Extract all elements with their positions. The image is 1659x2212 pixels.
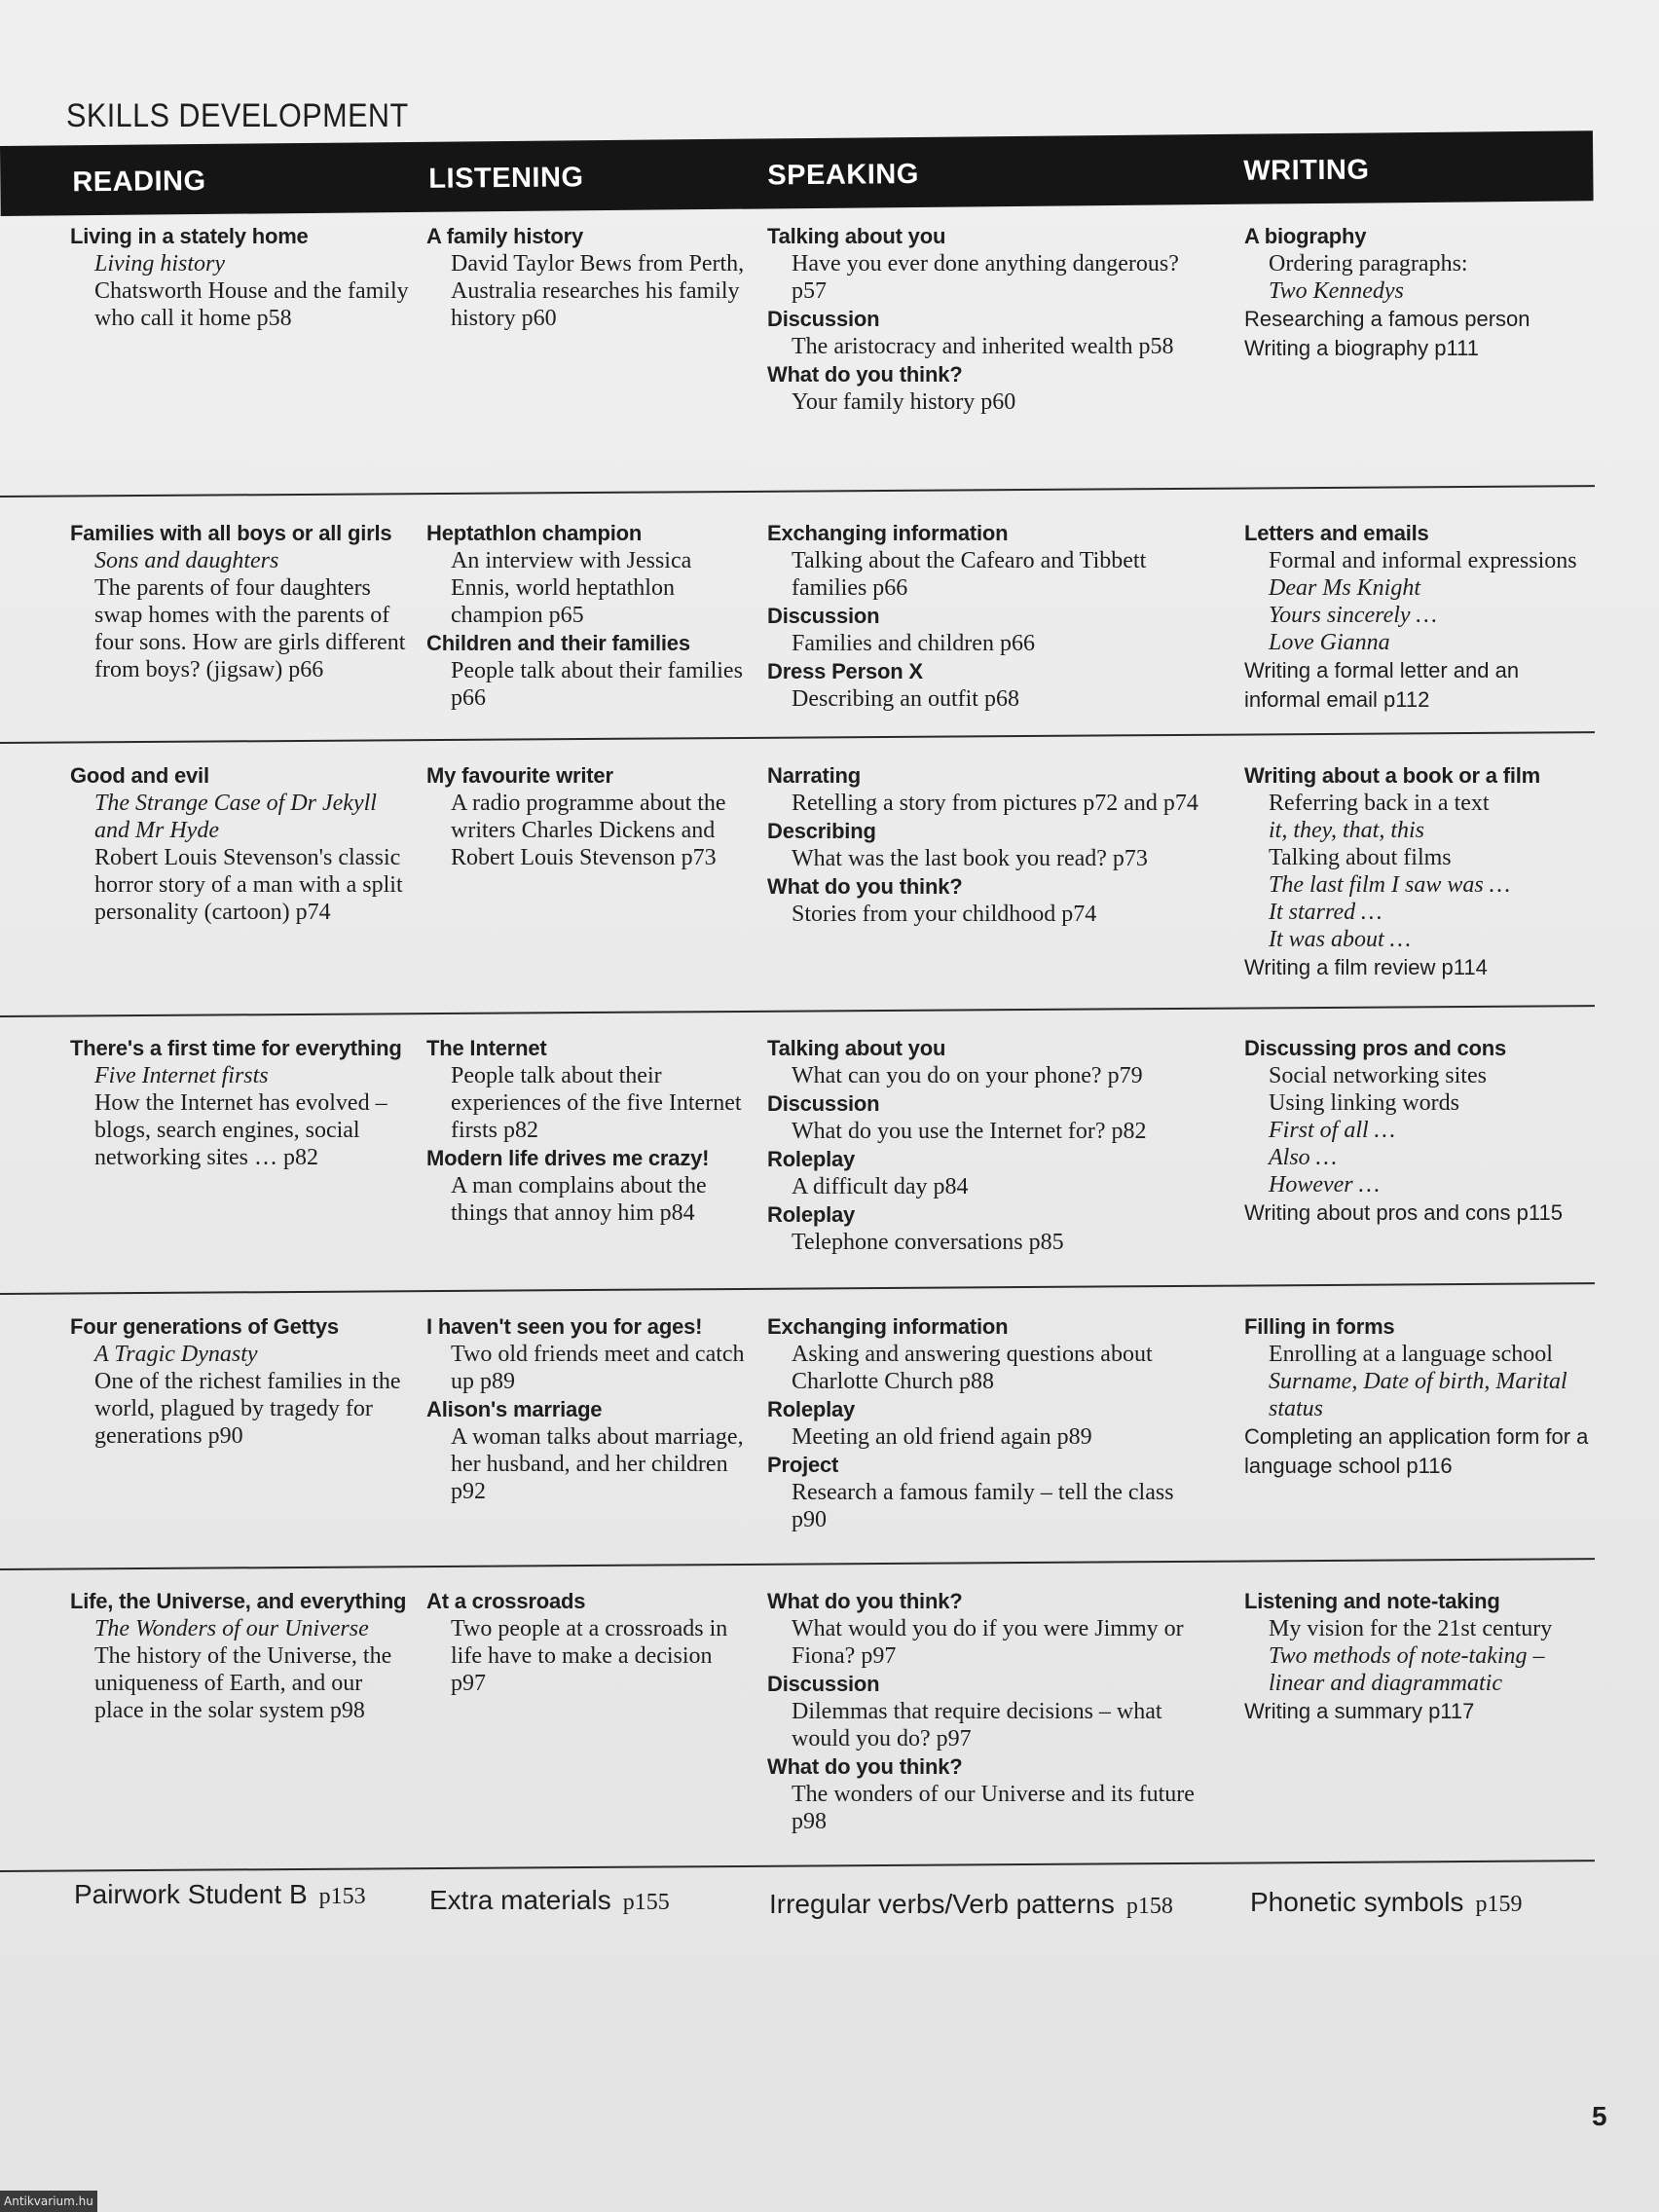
speaking-description: What can you do on your phone? p79 xyxy=(792,1063,1143,1088)
writing-description: Referring back in a text xyxy=(1269,791,1490,816)
speaking-section-heading: Discussion xyxy=(767,1091,880,1116)
page-number: 5 xyxy=(1592,2101,1607,2131)
speaking-description: Telephone conversations p85 xyxy=(792,1230,1064,1255)
writing-italic-title: Two Kennedys xyxy=(1269,278,1404,304)
writing-cell xyxy=(1244,761,1595,982)
writing-writing-task: Writing a biography p111 xyxy=(1244,336,1479,360)
page-title: SKILLS DEVELOPMENT xyxy=(66,97,409,134)
writing-writing-task: Completing an application form for a language school p116 xyxy=(1244,1424,1589,1478)
speaking-description: A difficult day p84 xyxy=(792,1174,969,1199)
speaking-section-heading: What do you think? xyxy=(767,1754,963,1779)
writing-section-heading: Listening and note-taking xyxy=(1244,1589,1500,1613)
writing-description: Using linking words xyxy=(1269,1090,1460,1116)
writing-description: My vision for the 21st century xyxy=(1269,1616,1553,1641)
writing-cell xyxy=(1244,222,1595,363)
speaking-description: Stories from your childhood p74 xyxy=(792,902,1097,927)
writing-section-heading: Letters and emails xyxy=(1244,521,1429,545)
speaking-cell xyxy=(767,1312,1209,1533)
reading-italic-title: The Strange Case of Dr Jekyll and Mr Hyde xyxy=(94,791,377,843)
writing-italic-title: However … xyxy=(1269,1172,1380,1198)
writing-description: Formal and informal expressions xyxy=(1269,548,1577,573)
speaking-section-heading: Exchanging information xyxy=(767,521,1009,545)
speaking-description: Dilemmas that require decisions – what would you do? p97 xyxy=(792,1699,1162,1751)
writing-italic-title: It was about … xyxy=(1269,927,1412,952)
reading-description: Chatsworth House and the family who call it home p58 xyxy=(94,278,409,331)
row-divider xyxy=(0,1005,1595,1017)
footer-pairwork-page: p153 xyxy=(318,1884,366,1909)
speaking-section-heading: Roleplay xyxy=(767,1202,856,1227)
reading-italic-title: A Tragic Dynasty xyxy=(94,1342,258,1367)
watermark: Antikvarium.hu xyxy=(0,2191,97,2212)
writing-cell xyxy=(1244,1034,1595,1228)
footer-irregular-verbs-label: Irregular verbs/Verb patterns xyxy=(769,1889,1115,1919)
speaking-description: Your family history p60 xyxy=(792,389,1016,415)
reading-section-heading: Families with all boys or all girls xyxy=(70,521,392,545)
footer-pairwork-label: Pairwork Student B xyxy=(74,1879,308,1909)
speaking-section-heading: Talking about you xyxy=(767,224,946,248)
speaking-section-heading: Discussion xyxy=(767,604,880,628)
speaking-section-heading: Dress Person X xyxy=(767,659,923,683)
speaking-description: Asking and answering questions about Charlotte Church p88 xyxy=(792,1342,1153,1394)
writing-italic-title: Love Gianna xyxy=(1269,630,1390,655)
writing-italic-title: Also … xyxy=(1269,1145,1338,1170)
listening-cell xyxy=(426,222,752,332)
row-divider xyxy=(0,1558,1595,1570)
footer-extra-materials xyxy=(429,1885,670,1916)
reading-cell xyxy=(70,1034,413,1171)
writing-writing-task: Writing a formal letter and an informal email p112 xyxy=(1244,658,1520,712)
writing-description: Social networking sites xyxy=(1269,1063,1487,1088)
reading-cell xyxy=(70,1587,413,1724)
speaking-cell xyxy=(767,1587,1209,1835)
listening-description: People talk about their families p66 xyxy=(451,658,743,711)
speaking-section-heading: Talking about you xyxy=(767,1036,946,1060)
speaking-description: The aristocracy and inherited wealth p58 xyxy=(792,334,1174,359)
reading-italic-title: The Wonders of our Universe xyxy=(94,1616,369,1641)
listening-section-heading: The Internet xyxy=(426,1036,547,1060)
listening-section-heading: Modern life drives me crazy! xyxy=(426,1146,710,1170)
speaking-section-heading: Describing xyxy=(767,819,876,843)
speaking-section-heading: Exchanging information xyxy=(767,1314,1009,1339)
column-heading-speaking: SPEAKING xyxy=(767,158,919,192)
listening-cell xyxy=(426,519,752,712)
listening-section-heading: Alison's marriage xyxy=(426,1397,603,1421)
writing-writing-task: Researching a famous person xyxy=(1244,307,1530,331)
speaking-section-heading: Discussion xyxy=(767,1672,880,1696)
listening-section-heading: My favourite writer xyxy=(426,763,613,788)
reading-cell xyxy=(70,222,413,332)
reading-description: Robert Louis Stevenson's classic horror story of a man with a split personality (cartoon) p74 xyxy=(94,845,403,925)
listening-cell xyxy=(426,1587,752,1697)
listening-description: A man complains about the things that annoy him p84 xyxy=(451,1173,707,1226)
writing-cell xyxy=(1244,1312,1595,1481)
listening-section-heading: Heptathlon champion xyxy=(426,521,643,545)
column-heading-writing: WRITING xyxy=(1243,154,1370,187)
footer-extra-materials-page: p155 xyxy=(622,1890,670,1915)
footer-irregular-verbs xyxy=(769,1889,1173,1920)
writing-italic-title: it, they, that, this xyxy=(1269,818,1424,843)
writing-section-heading: A biography xyxy=(1244,224,1367,248)
footer-irregular-verbs-page: p158 xyxy=(1125,1894,1173,1919)
speaking-description: Meeting an old friend again p89 xyxy=(792,1424,1092,1450)
reading-section-heading: There's a first time for everything xyxy=(70,1036,402,1060)
column-heading-reading: READING xyxy=(72,165,206,199)
reading-italic-title: Living history xyxy=(94,251,226,276)
listening-cell xyxy=(426,1034,752,1227)
listening-description: David Taylor Bews from Perth, Australia researches his family history p60 xyxy=(451,251,745,331)
listening-description: People talk about their experiences of the five Internet firsts p82 xyxy=(451,1063,742,1143)
writing-italic-title: The last film I saw was … xyxy=(1269,872,1511,898)
writing-section-heading: Writing about a book or a film xyxy=(1244,763,1541,788)
reading-italic-title: Five Internet firsts xyxy=(94,1063,269,1088)
reading-description: How the Internet has evolved – blogs, search engines, social networking sites … p82 xyxy=(94,1090,387,1170)
speaking-section-heading: What do you think? xyxy=(767,1589,963,1613)
speaking-cell xyxy=(767,222,1209,416)
speaking-description: Have you ever done anything dangerous? p57 xyxy=(792,251,1179,304)
reading-cell xyxy=(70,519,413,683)
listening-cell xyxy=(426,1312,752,1505)
listening-description: A radio programme about the writers Charles Dickens and Robert Louis Stevenson p73 xyxy=(451,791,726,870)
listening-description: Two old friends meet and catch up p89 xyxy=(451,1342,745,1394)
listening-section-heading: At a crossroads xyxy=(426,1589,586,1613)
writing-italic-title: First of all … xyxy=(1269,1118,1396,1143)
listening-description: Two people at a crossroads in life have to make a decision p97 xyxy=(451,1616,728,1696)
row-divider xyxy=(0,485,1595,498)
speaking-description: Research a famous family – tell the class p90 xyxy=(792,1480,1174,1532)
writing-writing-task: Writing a film review p114 xyxy=(1244,955,1488,979)
writing-cell xyxy=(1244,519,1595,715)
speaking-cell xyxy=(767,761,1209,928)
writing-cell xyxy=(1244,1587,1595,1726)
reading-cell xyxy=(70,761,413,926)
column-heading-listening: LISTENING xyxy=(428,162,584,195)
reading-cell xyxy=(70,1312,413,1450)
writing-italic-title: Two methods of note-taking – linear and diagrammatic xyxy=(1269,1643,1545,1696)
writing-italic-title: Surname, Date of birth, Marital status xyxy=(1269,1369,1567,1421)
reading-section-heading: Living in a stately home xyxy=(70,224,309,248)
speaking-section-heading: Roleplay xyxy=(767,1397,856,1421)
listening-section-heading: Children and their families xyxy=(426,631,690,655)
reading-section-heading: Good and evil xyxy=(70,763,209,788)
reading-description: The parents of four daughters swap homes with the parents of four sons. How are girls different from boys? (jigsaw) p66 xyxy=(94,575,406,682)
speaking-cell xyxy=(767,519,1209,713)
footer-pairwork xyxy=(74,1879,366,1910)
speaking-section-heading: Discussion xyxy=(767,307,880,331)
footer-extra-materials-label: Extra materials xyxy=(429,1885,611,1915)
writing-italic-title: It starred … xyxy=(1269,900,1382,925)
reading-section-heading: Life, the Universe, and everything xyxy=(70,1589,407,1613)
reading-description: The history of the Universe, the uniqueness of Earth, and our place in the solar system p98 xyxy=(94,1643,392,1723)
speaking-section-heading: What do you think? xyxy=(767,362,963,387)
speaking-description: What would you do if you were Jimmy or Fiona? p97 xyxy=(792,1616,1184,1669)
speaking-description: Families and children p66 xyxy=(792,631,1035,656)
speaking-description: What was the last book you read? p73 xyxy=(792,846,1148,871)
writing-description: Enrolling at a language school xyxy=(1269,1342,1553,1367)
speaking-section-heading: Narrating xyxy=(767,763,861,788)
listening-section-heading: A family history xyxy=(426,224,584,248)
speaking-section-heading: What do you think? xyxy=(767,874,963,899)
listening-description: A woman talks about marriage, her husband, and her children p92 xyxy=(451,1424,744,1504)
row-divider xyxy=(0,731,1595,744)
writing-italic-title: Yours sincerely … xyxy=(1269,603,1437,628)
row-divider xyxy=(0,1282,1595,1295)
speaking-description: What do you use the Internet for? p82 xyxy=(792,1119,1147,1144)
listening-description: An interview with Jessica Ennis, world heptathlon champion p65 xyxy=(451,548,692,628)
footer-phonetic-symbols-page: p159 xyxy=(1475,1892,1523,1917)
reading-section-heading: Four generations of Gettys xyxy=(70,1314,339,1339)
listening-section-heading: I haven't seen you for ages! xyxy=(426,1314,703,1339)
speaking-cell xyxy=(767,1034,1209,1256)
writing-section-heading: Discussing pros and cons xyxy=(1244,1036,1507,1060)
footer-phonetic-symbols-label: Phonetic symbols xyxy=(1250,1887,1464,1917)
writing-section-heading: Filling in forms xyxy=(1244,1314,1395,1339)
reading-italic-title: Sons and daughters xyxy=(94,548,279,573)
writing-writing-task: Writing a summary p117 xyxy=(1244,1699,1475,1723)
footer-phonetic-symbols xyxy=(1250,1887,1522,1918)
speaking-description: The wonders of our Universe and its future p98 xyxy=(792,1782,1195,1834)
writing-description: Ordering paragraphs: xyxy=(1269,251,1468,276)
reading-description: One of the richest families in the world, plagued by tragedy for generations p90 xyxy=(94,1369,401,1449)
writing-description: Talking about films xyxy=(1269,845,1452,870)
writing-italic-title: Dear Ms Knight xyxy=(1269,575,1420,601)
speaking-description: Talking about the Cafearo and Tibbett families p66 xyxy=(792,548,1147,601)
speaking-section-heading: Roleplay xyxy=(767,1147,856,1171)
speaking-section-heading: Project xyxy=(767,1453,839,1477)
column-header-bar xyxy=(0,130,1594,216)
writing-writing-task: Writing about pros and cons p115 xyxy=(1244,1200,1563,1225)
speaking-description: Describing an outfit p68 xyxy=(792,686,1019,712)
listening-cell xyxy=(426,761,752,871)
speaking-description: Retelling a story from pictures p72 and p74 xyxy=(792,791,1198,816)
row-divider xyxy=(0,1860,1595,1872)
